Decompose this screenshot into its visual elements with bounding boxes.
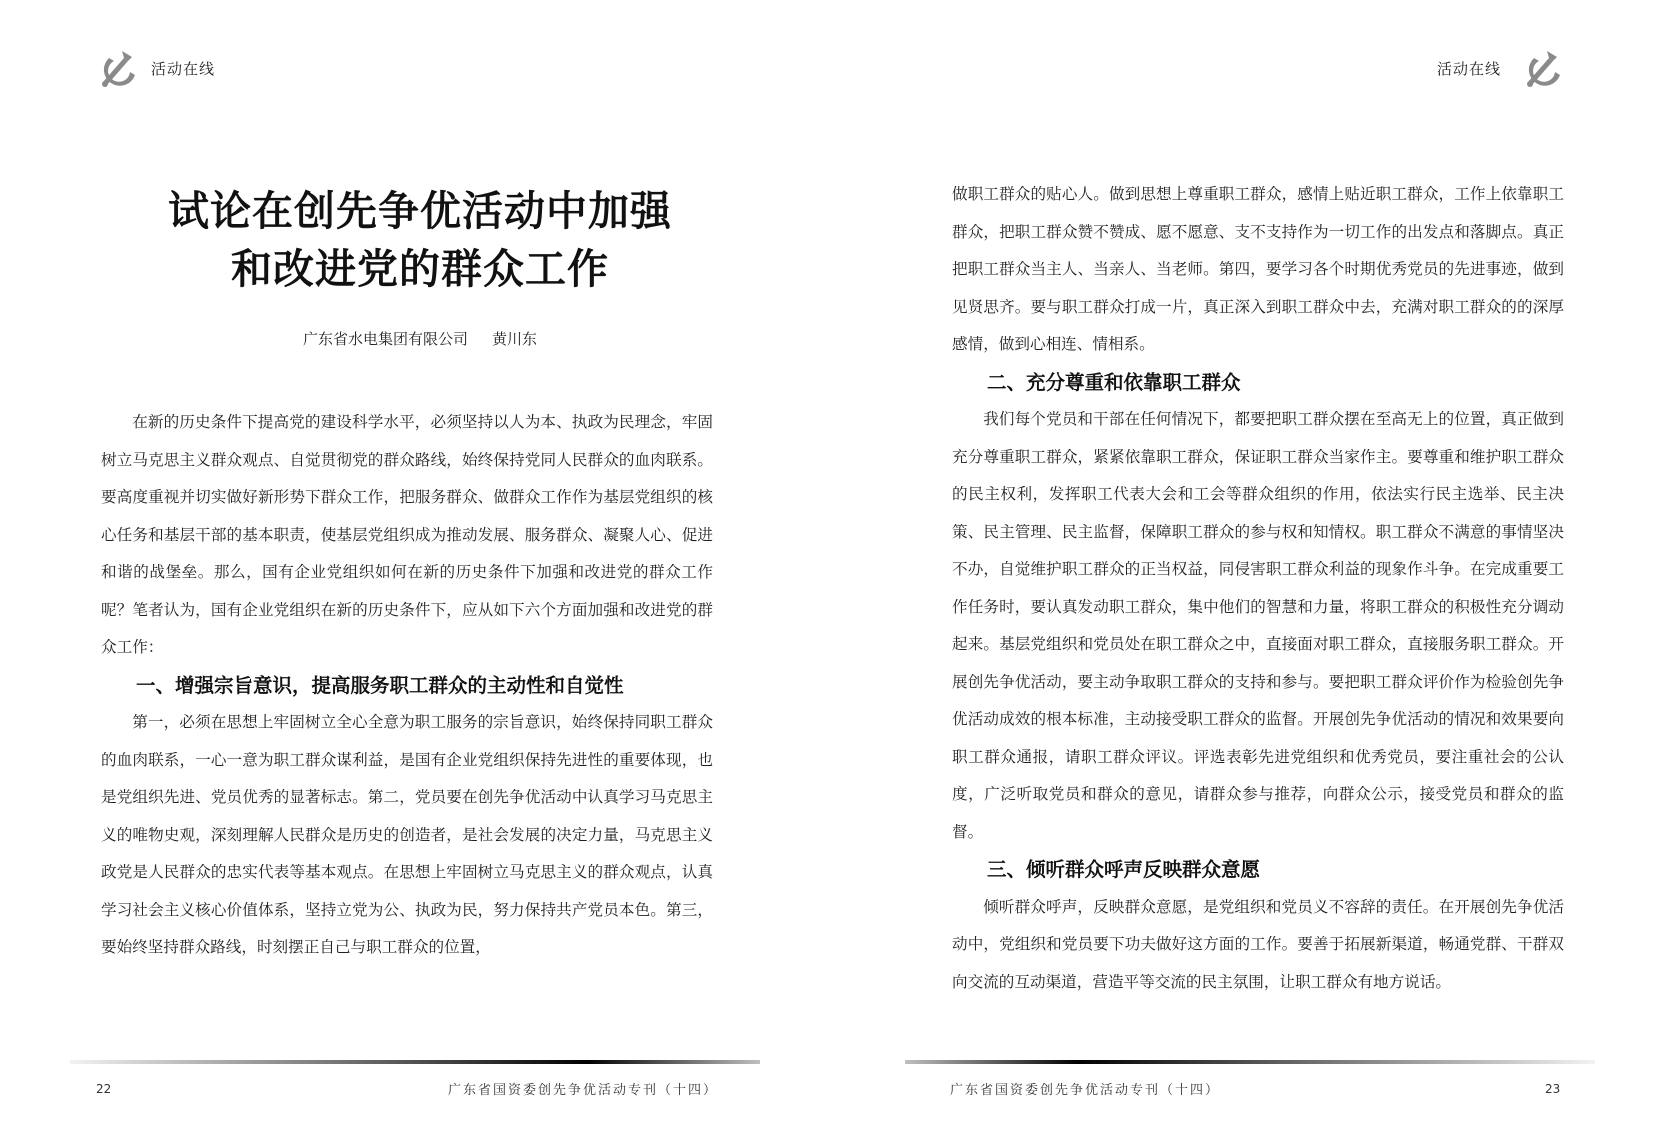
hammer-sickle-icon	[1520, 45, 1568, 93]
byline	[90, 328, 750, 349]
body-paragraph: 倾听群众呼声，反映群众意愿，是党组织和党员义不容辞的责任。在开展创先争优活动中，党组织和党员要下功夫做好这方面的工作。要善于拓展新渠道，畅通党群、干群双向交流的互动渠道，营造平等交流的民主氛围，让职工群众有地方说话。	[952, 897, 1564, 991]
body-paragraph: 我们每个党员和干部在任何情况下，都要把职工群众摆在至高无上的位置，真正做到充分尊重职工群众，紧紧依靠职工群众，保证职工群众当家作主。要尊重和维护职工群众的民主权利，发挥职工代表大会和工会等群众组织的作用，依法实行民主选举、民主决策、民主管理、民主监督，保障职工群众的参与权和知情权。职工群众不满意的事情坚决不办，自觉维护职工群众的正当权益，同侵害职工群众利益的现象作斗争。在完成重要工作任务时，要认真发动职工群众，集中他们的智慧和力量，将职工群众的积极性充分调动起来。基层党组织和党员处在职工群众之中，直接面对职工群众，直接服务职工群众。开展创先争优活动，要主动争取职工群众的支持和参与。要把职工群众评价作为检验创先争优活动成效的根本标准，主动接受职工群众的监督。开展创先争优活动的情况和效果要向职工群众通报，请职工群众评议。评选表彰先进党组织和优秀党员，要注重社会的公认度，广泛听取党员和群众的意见，请群众参与推荐，向群众公示，接受党员和群众的监督。	[952, 410, 1564, 841]
section-tag-right: 活动在线	[1437, 60, 1502, 78]
page-number-left: 22	[96, 1082, 112, 1096]
section-heading-1: 一、增强宗旨意识，提高服务职工群众的主动性和自觉性	[136, 673, 624, 697]
section-heading-2: 二、充分尊重和依靠职工群众	[987, 370, 1241, 394]
body-paragraph: 第一，必须在思想上牢固树立全心全意为职工服务的宗旨意识，始终保持同职工群众的血肉联系，一心一意为职工群众谋利益，是国有企业党组织保持先进性的重要体现，也是党组织先进、党员优秀的显著标志。第二，党员要在创先争优活动中认真学习马克思主义的唯物史观，深刻理解人民群众是历史的创造者，是社会发展的决定力量，马克思主义政党是人民群众的忠实代表等基本观点。在思想上牢固树立马克思主义的群众观点，认真学习社会主义核心价值体系，坚持立党为公、执政为民，努力保持共产党员本色。第三，要始终坚持群众路线，时刻摆正自己与职工群众的位置，	[101, 713, 713, 956]
page-number-right: 23	[1545, 1082, 1561, 1096]
journal-title-right: 广东省国资委创先争优活动专刊（十四）	[950, 1083, 1221, 1098]
footer-divider-left	[70, 1060, 760, 1064]
hammer-sickle-icon	[95, 45, 143, 93]
left-page-body	[101, 404, 713, 967]
right-page-body	[952, 176, 1564, 1001]
byline-author: 黄川东	[492, 330, 538, 348]
body-paragraph: 在新的历史条件下提高党的建设科学水平，必须坚持以人为本、执政为民理念，牢固树立马克思主义群众观点、自觉贯彻党的群众路线，始终保持党同人民群众的血肉联系。要高度重视并切实做好新形势下群众工作，把服务群众、做群众工作作为基层党组织的核心任务和基层干部的基本职责，使基层党组织成为推动发展、服务群众、凝聚人心、促进和谐的战堡垒。那么，国有企业党组织如何在新的历史条件下加强和改进党的群众工作呢？笔者认为，国有企业党组织在新的历史条件下，应从如下六个方面加强和改进党的群众工作：	[101, 413, 713, 656]
section-heading-3: 三、倾听群众呼声反映群众意愿	[987, 858, 1261, 881]
byline-organization: 广东省水电集团有限公司	[302, 330, 468, 348]
article-title-line-1: 试论在创先争优活动中加强	[168, 187, 672, 235]
body-paragraph-continued: 做职工群众的贴心人。做到思想上尊重职工群众，感情上贴近职工群众，工作上依靠职工群众，把职工群众赞不赞成、愿不愿意、支不支持作为一切工作的出发点和落脚点。真正把职工群众当主人、当亲人、当老师。第四，要学习各个时期优秀党员的先进事迹，做到见贤思齐。要与职工群众打成一片，真正深入到职工群众中去，充满对职工群众的的深厚感情，做到心相连、情相系。	[952, 185, 1564, 353]
footer-divider-right	[905, 1060, 1595, 1064]
journal-title-left: 广东省国资委创先争优活动专刊（十四）	[448, 1083, 719, 1098]
article-title	[90, 182, 750, 298]
article-title-line-2: 和改进党的群众工作	[231, 245, 609, 293]
section-tag-left: 活动在线	[151, 60, 216, 78]
